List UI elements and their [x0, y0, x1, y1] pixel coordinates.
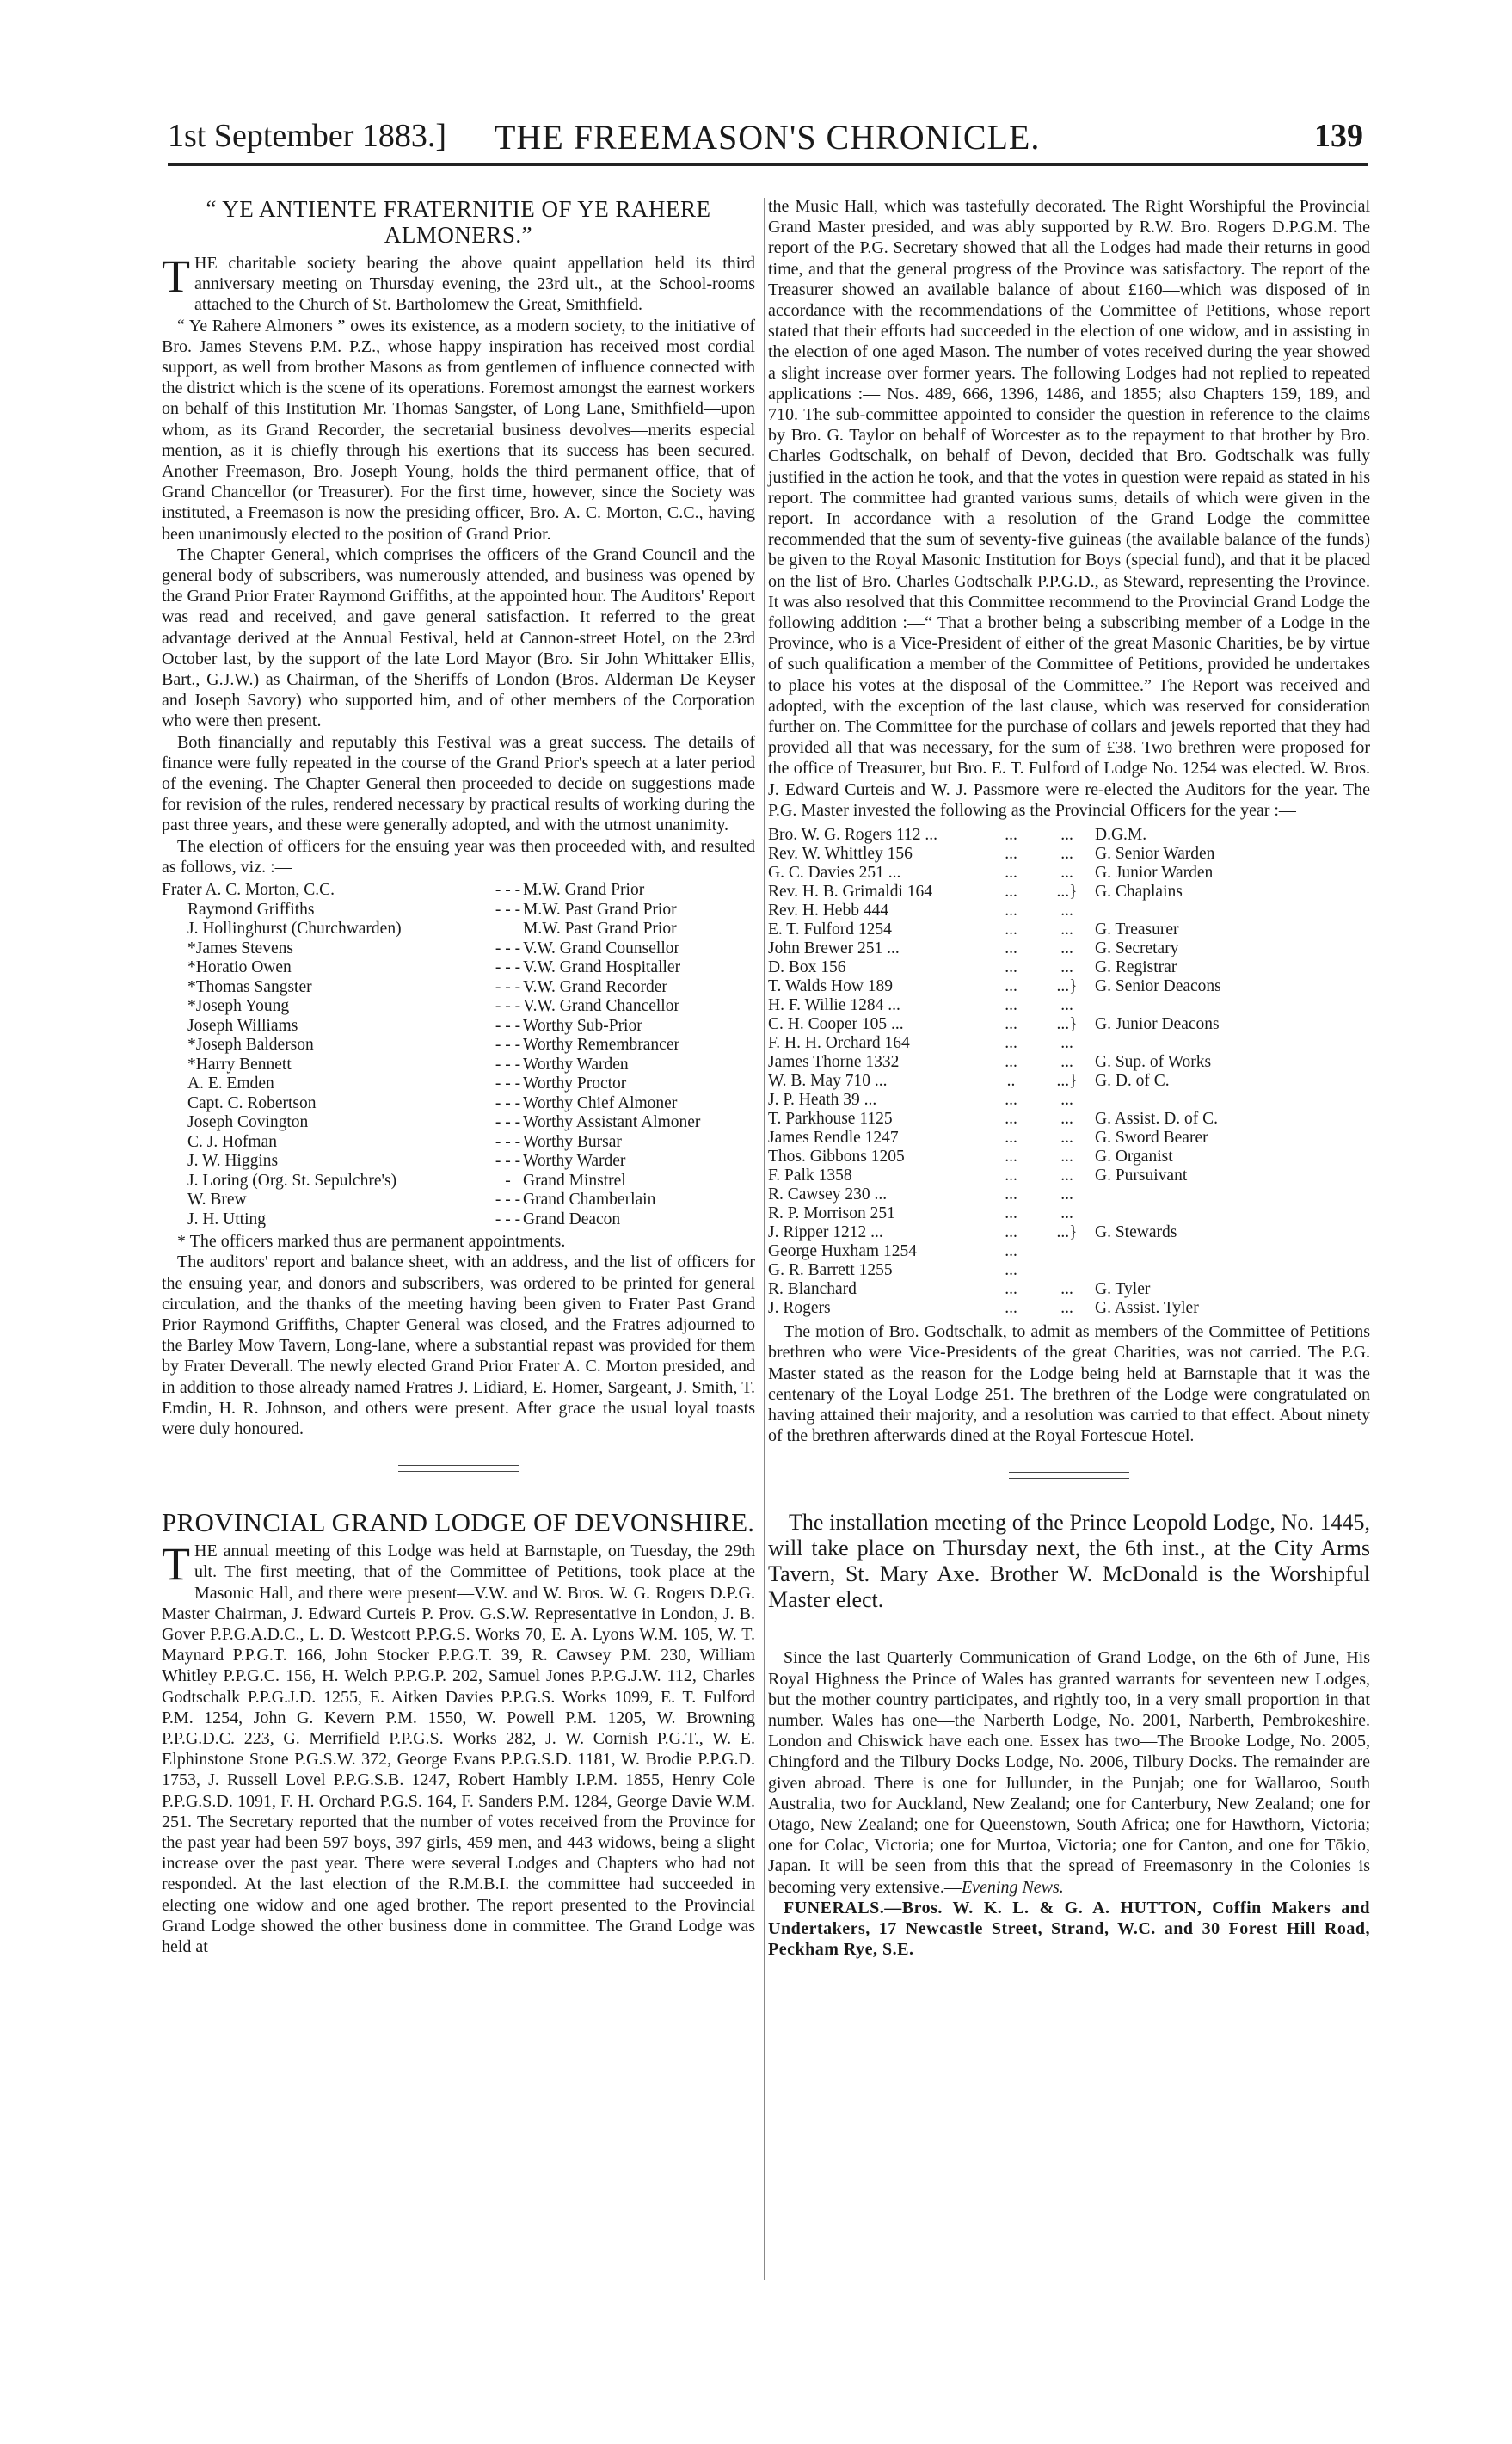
quarterly-communication-paragraph: Since the last Quarterly Communication of Grand Lodge, on the 6th of June, His Royal Highness the Prince of Wales has granted warrants for seventeen new Lodges, but the mother country participates, and rightly too, in a very small proportion in that number. Wales has one—the Narberth Lodge, No. 2001, Narberth, Pembrokeshire. London and Chiswick have each one. Essex has two—The Brooke Lodge, No. 2005, Chingford and the Tilbury Docks Lodge, No. 2006, Tilbury Docks. The remainder are given abroad. There is one for Jullunder, in the Punjab; one for Wallaroo, South Australia, two for Auckland, New Zealand; one for Canterbury, New Zealand; one for Otago, New Zealand; one for Queenstown, South Africa; one for Hawthorn, Victoria; one for Colac, Victoria; one for Murtoa, Victoria; one for Canton, and one for Tōkio, Japan. It will be seen from this that the spread of Freemasonry in the Colonies is becoming very extensive.—Evening News. — [768, 1648, 1370, 1897]
officer-name: T. Walds How 189 — [768, 977, 894, 996]
leader-dots: ... — [1060, 826, 1073, 845]
leader-dots: ... — [1060, 1280, 1073, 1299]
officer-name: F. Palk 1358 — [768, 1167, 852, 1185]
officer-office: Grand Minstrel — [523, 1171, 626, 1190]
leader-dots: ...} — [1056, 977, 1078, 996]
page-number: 139 — [1314, 118, 1363, 154]
officer-name: *Horatio Owen — [187, 958, 292, 977]
source-credit: Evening News. — [961, 1877, 1064, 1897]
officer-office: V.W. Grand Chancellor — [523, 997, 679, 1016]
rahere-officers-table — [162, 881, 755, 1229]
officer-name: *Harry Bennett — [187, 1055, 292, 1074]
officer-name: C. J. Hofman — [187, 1132, 277, 1151]
officer-row — [162, 1056, 755, 1075]
officer-name: W. Brew — [187, 1191, 247, 1210]
leader-dots: ... — [1005, 1167, 1017, 1185]
leader-dots — [493, 920, 523, 939]
officer-name: J. H. Utting — [187, 1210, 267, 1228]
devonshire-paragraph-3: The motion of Bro. Godtschalk, to admit as members of the Committee of Petitions brethren who were Vice-Presidents of the great Charities, was not carried. The P.G. Master stated as the reason for the Lodge being held at Barnstaple that it was the centenary of the Loyal Lodge 251. The brethren of the Lodge were congratulated on having attained their majority, and a resolution was carried to that effect. About ninety of the brethren afterwards dined at the Royal Fortescue Hotel. — [768, 1322, 1370, 1446]
officer-office: M.W. Past Grand Prior — [523, 900, 677, 919]
officer-office: V.W. Grand Hospitaller — [523, 958, 681, 977]
provincial-officer-row — [768, 1167, 1370, 1185]
officer-office: G. D. of C. — [1095, 1072, 1170, 1091]
provincial-officer-row — [768, 1091, 1370, 1110]
leader-dots: ... — [1060, 1148, 1073, 1167]
leader-dots: - - - — [495, 1055, 521, 1074]
officer-office: G. Chaplains — [1095, 883, 1183, 902]
leader-dots: - - - — [495, 939, 521, 957]
officer-name: Frater A. C. Morton, C.C. — [162, 881, 335, 900]
officer-office — [1095, 902, 1370, 920]
provincial-officer-row — [768, 1280, 1370, 1299]
leader-dots: ... — [1060, 996, 1073, 1015]
leader-dots: - - - — [495, 1093, 521, 1112]
officer-row — [162, 1133, 755, 1153]
officer-name: J. Hollinghurst (Churchwarden) — [187, 920, 402, 939]
officer-name: *Joseph Balderson — [187, 1036, 314, 1055]
officer-name: Joseph Williams — [187, 1016, 298, 1035]
officer-office: Worthy Remembrancer — [523, 1036, 679, 1055]
funerals-advertisement: FUNERALS.—Bros. W. K. L. & G. A. HUTTON, Coffin Makers and Undertakers, 17 Newcastle Street, Strand, W.C. and 30 Forest Hill Road, Peckham Rye, S.E. — [768, 1898, 1370, 1960]
officer-office: G. Treasurer — [1095, 920, 1179, 939]
officer-office: G. Registrar — [1095, 958, 1177, 977]
officer-office — [1095, 1242, 1370, 1261]
officer-name: *James Stevens — [187, 939, 293, 957]
officer-name: Bro. W. G. Rogers 112 ... — [768, 826, 937, 845]
leader-dots: ... — [1005, 902, 1017, 920]
leader-dots: ... — [1060, 1185, 1073, 1204]
leader-dots: ... — [1005, 1015, 1017, 1034]
provincial-officer-row — [768, 1223, 1370, 1242]
officer-office: G. Senior Warden — [1095, 845, 1215, 864]
officer-name: James Rendle 1247 — [768, 1129, 899, 1148]
provincial-officer-row — [768, 826, 1370, 845]
officer-name: J. W. Higgins — [187, 1152, 279, 1171]
leader-dots: ... — [1005, 1242, 1017, 1261]
officer-row — [162, 1191, 755, 1210]
officer-row — [162, 1113, 755, 1133]
officer-office — [1095, 1091, 1370, 1110]
officer-name: J. Loring (Org. St. Sepulchre's) — [187, 1171, 397, 1190]
officer-row — [162, 939, 755, 959]
provincial-officer-row — [768, 1299, 1370, 1318]
leader-dots: ... — [1005, 996, 1017, 1015]
leader-dots: .. — [1006, 1072, 1016, 1091]
rahere-paragraph-6: The auditors' report and balance sheet, with an address, and the list of officers for the ensuing year, and donors and subscribers, was ordered to be printed for general circulation, and the thanks of the meeting having been given to Frater Past Grand Prior Raymond Griffiths, Chapter General was closed, and the Fratres adjourned to the Barley Mow Tavern, Long-lane, where a substantial repast was provided for them by Frater Deverall. The newly elected Grand Prior Frater A. C. Morton presided, and in addition to those already named Fratres J. Lidiard, E. Homer, Sargeant, J. Smith, T. Emdin, H. R. Johnson, and others were present. After grace the usual loyal toasts were duly honoured. — [162, 1253, 755, 1438]
rahere-paragraph-1: THE charitable society bearing the above quaint appellation held its third anniversary meeting on Thursday evening, the 23rd ult., at the School-rooms attached to the Church of St. Bartholomew the Great, Smithfield. — [162, 250, 755, 315]
rahere-paragraph-2: “ Ye Rahere Almoners ” owes its existence, as a modern society, to the initiative of Bro. James Stevens P.M. P.Z., whose happy inspiration has received most cordial support, as well from brother Masons as from gentlemen of influence connected with the district which is the scene of its operations. Foremost amongst the earnest workers on behalf of this Institution Mr. Thomas Sangster, of Long Lane, Smithfield—upon whom, as its Grand Recorder, the secretarial business devolves—merits especial mention, as it is chiefly through his exertions that its success has been secured. Another Freemason, Bro. Joseph Young, holds the third permanent office, that of Grand Chancellor (or Treasurer). For the first time, however, since the Society was instituted, a Freemason is now the presiding officer, Bro. A. C. Morton, C.C., having been unanimously elected to the position of Grand Prior. — [162, 316, 755, 544]
officer-office: G. Assist. D. of C. — [1095, 1110, 1219, 1129]
officer-office: Worthy Warder — [523, 1152, 626, 1171]
devonshire-article-title: PROVINCIAL GRAND LODGE OF DEVONSHIRE. — [162, 1507, 755, 1538]
officer-office: G. Assist. Tyler — [1095, 1299, 1199, 1318]
provincial-officer-row — [768, 883, 1370, 902]
officer-name: Rev. H. B. Grimaldi 164 — [768, 883, 933, 902]
section-separator — [1009, 1472, 1129, 1479]
officer-row — [162, 1074, 755, 1094]
leader-dots: - - - — [495, 1152, 521, 1171]
officer-name: Rev. W. Whittley 156 — [768, 845, 913, 864]
officer-name: G. R. Barrett 1255 — [768, 1261, 893, 1280]
leader-dots: - - - — [495, 1016, 521, 1035]
leader-dots: ... — [1060, 1204, 1073, 1223]
prince-leopold-notice — [768, 1510, 1370, 1613]
leader-dots: ... — [1005, 1223, 1017, 1242]
provincial-officer-row — [768, 1034, 1370, 1053]
officer-name: J. Ripper 1212 ... — [768, 1223, 883, 1242]
officer-name: A. E. Emden — [187, 1074, 274, 1093]
provincial-officer-row — [768, 939, 1370, 958]
officer-office: G. Sup. of Works — [1095, 1053, 1212, 1072]
drop-cap: T — [162, 1538, 190, 1591]
officer-office: M.W. Grand Prior — [523, 881, 645, 900]
leader-dots: ... — [1005, 1185, 1017, 1204]
officer-row — [162, 1210, 755, 1230]
leader-dots: ... — [1060, 1053, 1073, 1072]
officer-row — [162, 1172, 755, 1191]
publication-title: THE FREEMASON'S CHRONICLE. — [495, 118, 1041, 157]
officer-name: John Brewer 251 ... — [768, 939, 900, 958]
leader-dots: ...} — [1056, 1223, 1078, 1242]
header-rule — [168, 163, 1368, 166]
officer-office: V.W. Grand Counsellor — [523, 939, 679, 957]
officer-office — [1095, 1185, 1370, 1204]
leader-dots: ... — [1005, 1129, 1017, 1148]
leader-dots: ... — [1005, 826, 1017, 845]
leader-dots: ... — [1060, 902, 1073, 920]
officer-office: M.W. Past Grand Prior — [523, 920, 677, 939]
officer-office — [1095, 1204, 1370, 1223]
leader-dots: ... — [1060, 864, 1073, 883]
provincial-officer-row — [768, 996, 1370, 1015]
rahere-paragraph-3: The Chapter General, which comprises the officers of the Grand Council and the general body of subscribers, was numerously attended, and business was opened by the Grand Prior Frater Raymond Griffiths, at the appointed hour. The Auditors' Report was read and received, and gave general satisfaction. It referred to the great advantage derived at the Annual Festival, held at Cannon-street Hotel, on the 23rd October last, by the support of the late Lord Mayor (Bro. Sir John Whittaker Ellis, Bart., G.J.W.) as Chairman, of the Sheriffs of London (Bros. Alderman De Keyser and Joseph Savory) who supported him, and of other members of the Corporation who were then present. — [162, 545, 755, 731]
rahere-paragraph-5: The election of officers for the ensuing year was then proceeded with, and resulted as follows, viz. :— — [162, 836, 755, 877]
rahere-paragraph-4: Both financially and reputably this Festival was a great success. The details of finance were fully repeated in the course of the Grand Prior's speech at a later period of the evening. The Chapter General then proceeded to decide on suggestions made for revision of the rules, rendered necessary by practical results of working during the past three years, and these were generally adopted, and with the utmost unanimity. — [162, 732, 755, 835]
leader-dots: ... — [1060, 845, 1073, 864]
leader-dots: ... — [1005, 1261, 1017, 1280]
officer-name: T. Parkhouse 1125 — [768, 1110, 893, 1129]
officer-name: George Huxham 1254 — [768, 1242, 917, 1261]
prince-leopold-text: The installation meeting of the Prince Leopold Lodge, No. 1445, will take place on Thursday next, the 6th inst., at the City Arms Tavern, St. Mary Axe. Brother W. McDonald is the Worshipful Master elect. — [768, 1510, 1370, 1613]
rahere-article-title: “ YE ANTIENTE FRATERNITIE OF YE RAHERE ALMONERS.” — [206, 196, 711, 248]
provincial-officer-row — [768, 864, 1370, 883]
leader-dots: - - - — [495, 1210, 521, 1228]
officer-office: G. Secretary — [1095, 939, 1179, 958]
leader-dots: ... — [1005, 1053, 1017, 1072]
officer-office: G. Junior Warden — [1095, 864, 1214, 883]
officer-row — [162, 920, 755, 939]
officer-name: C. H. Cooper 105 ... — [768, 1015, 904, 1034]
column-divider — [764, 198, 765, 2280]
leader-dots: ... — [1060, 1129, 1073, 1148]
leader-dots: ... — [1060, 920, 1073, 939]
officer-row — [162, 997, 755, 1017]
officer-row — [162, 978, 755, 998]
officer-office: Grand Deacon — [523, 1210, 621, 1228]
officer-office: V.W. Grand Recorder — [523, 977, 667, 996]
leader-dots: - - - — [495, 958, 521, 977]
officer-office: Worthy Sub-Prior — [523, 1016, 642, 1035]
leader-dots: ... — [1060, 1091, 1073, 1110]
leader-dots: - - - — [495, 1132, 521, 1151]
officer-office: Grand Chamberlain — [523, 1191, 656, 1210]
officer-name: J. P. Heath 39 ... — [768, 1091, 877, 1110]
leader-dots: ... — [1005, 864, 1017, 883]
page-header — [168, 117, 1363, 160]
officer-name: R. P. Morrison 251 — [768, 1204, 895, 1223]
provincial-officer-row — [768, 1129, 1370, 1148]
provincial-officer-row — [768, 1110, 1370, 1129]
leader-dots: - - - — [495, 1036, 521, 1055]
leader-dots: ... — [1005, 1110, 1017, 1129]
provincial-officer-row — [768, 920, 1370, 939]
officer-office: Worthy Assistant Almoner — [523, 1113, 701, 1132]
officer-name: D. Box 156 — [768, 958, 846, 977]
officer-name: E. T. Fulford 1254 — [768, 920, 892, 939]
leader-dots: ... — [1005, 1148, 1017, 1167]
officer-name: J. Rogers — [768, 1299, 831, 1318]
devonshire-paragraph-1: THE annual meeting of this Lodge was held at Barnstaple, on Tuesday, the 29th ult. The first meeting, that of the Committee of Petitions, took place at the Masonic Hall, and there were present—V.W. and W. Bros. W. G. Rogers D.P.G. Master Chairman, J. Edward Curteis P. Prov. G.S.W. Representative in London, J. B. Gover P.P.G.A.D.C., L. D. Westcott P.P.G.S. Works 70, E. A. Lyons W.M. 105, W. T. Maynard P.P.G.T. 166, John Stocker P.P.G.T. 39, R. Cawsey P.M. 230, William Whitley P.P.G.C. 156, H. Welch P.P.G.P. 202, Samuel Jones P.P.G.J.W. 112, Charles Godtschalk P.P.G.J.D. 1255, E. Aitken Davies P.P.G.S. Works 1099, E. T. Fulford P.M. 1254, John G. Kevern P.M. 1550, W. Powell P.M. 1205, W. Browning P.P.G.D.C. 223, G. Merrifield P.P.G.S. Works 282, J. W. Cornish P.G.T., W. E. Elphinstone Stone P.G.S.W. 372, George Evans P.P.G.S.D. 1181, W. Brodie P.P.G.D. 1753, J. Russell Lovel P.P.G.S.B. 1247, Robert Hambly I.P.M. 1855, Henry Cole P.P.G.S.D. 1091, F. H. Orchard P.G.S. 164, F. Sanders P.M. 1284, George Davie W.M. 251. The Secretary reported that the number of votes received from the Province for the past year had been 597 boys, 397 girls, 459 men, and 443 widows, being a slight increase over the past year. There were several Lodges and Chapters who had not responded. At the last election of the R.M.B.I. the committee had succeeded in electing one widow and one aged brother. The report presented to the Provincial Grand Lodge showed the other business done in committee. The Grand Lodge was held at — [162, 1538, 755, 1956]
officer-row — [162, 901, 755, 920]
leader-dots: - - - — [495, 881, 521, 900]
leader-dots: ...} — [1056, 1072, 1078, 1091]
officer-office: G. Sword Bearer — [1095, 1129, 1208, 1148]
leader-dots: ... — [1005, 883, 1017, 902]
leader-dots: ... — [1005, 1280, 1017, 1299]
officer-row — [162, 1036, 755, 1056]
leader-dots: ... — [1060, 1034, 1073, 1053]
devonshire-paragraph-2: the Music Hall, which was tastefully decorated. The Right Worshipful the Provincial Grand Master presided, and was ably supported by R.W. Bro. Rogers D.P.G.M. The report of the P.G. Secretary showed that all the Lodges had made their returns in good time, and that the general progress of the Province was satisfactory. The report of the Treasurer showed an available balance of about £160—which was disposed of in accordance with the recommendations of the Committee of Petitions, whose report stated that their efforts had succeeded in the election of one widow, and in assisting in the election of one aged Mason. The number of votes received during the year showed a slight increase over former years. The following Lodges had not replied to repeated applications :— Nos. 489, 666, 1396, 1486, and 1855; also Chapters 159, 189, and 710. The sub-committee appointed to consider the question in reference to the claims by Bro. G. Taylor on behalf of Worcester as to the repayment to that brother by Bro. Charles Godtschalk, on behalf of Devon, decided that Bro. Godtschalk was fully justified in the action he took, and that the votes in question were repaid as stated in his report. The committee had granted various sums, details of which were given in the report. In accordance with a resolution of the Grand Lodge the committee recommended that the sum of seventy-five guineas (the available balance of the funds) be given to the Royal Masonic Institution for Boys (special fund), and that it be placed on the list of Bro. Charles Godtschalk P.P.G.D., as Steward, representing the Province. It was also resolved that this Committee recommend to the Provincial Grand Lodge the following addition :—“ That a brother being a subscribing member of a Lodge in the Province, who is a Vice-President of either of the great Masonic Charities, be by virtue of such qualification a member of the Committee of Petitions, provided he undertakes to place his votes at the disposal of the Committee.” The Report was received and adopted, with the exception of the last clause, which was reserved for consideration further on. The Committee for the purchase of collars and jewels reported that they had provided all that was necessary, for the sum of £38. Two brethren were proposed for the office of Treasurer, but Bro. E. T. Fulford of Lodge No. 1254 was elected. W. Bros. J. Edward Curteis and W. J. Passmore were re-elected the Auditors for the year. The P.G. Master invested the following as the Provincial Officers for the year :— — [768, 197, 1370, 820]
provincial-officer-row — [768, 1204, 1370, 1223]
officer-name: James Thorne 1332 — [768, 1053, 900, 1072]
officer-name: F. H. H. Orchard 164 — [768, 1034, 910, 1053]
leader-dots — [1039, 1261, 1095, 1280]
officer-office: Worthy Bursar — [523, 1132, 622, 1151]
officer-office: Worthy Chief Almoner — [523, 1093, 678, 1112]
right-column — [768, 196, 1370, 1960]
officer-name: Thos. Gibbons 1205 — [768, 1148, 905, 1167]
leader-dots: ... — [1005, 845, 1017, 864]
leader-dots: ... — [1005, 1091, 1017, 1110]
officer-row — [162, 958, 755, 978]
officer-name: W. B. May 710 ... — [768, 1072, 888, 1091]
officer-name: Rev. H. Hebb 444 — [768, 902, 889, 920]
leader-dots: ... — [1060, 939, 1073, 958]
officer-office: G. Organist — [1095, 1148, 1173, 1167]
provincial-officer-row — [768, 1148, 1370, 1167]
leader-dots: - — [505, 1171, 511, 1190]
officer-name: R. Blanchard — [768, 1280, 857, 1299]
officer-name: Capt. C. Robertson — [187, 1093, 317, 1112]
officer-row — [162, 1152, 755, 1172]
provincial-officer-row — [768, 1261, 1370, 1280]
leader-dots: ... — [1060, 1299, 1073, 1318]
officer-office: D.G.M. — [1095, 826, 1147, 845]
officer-name: Raymond Griffiths — [187, 900, 315, 919]
provincial-officer-row — [768, 902, 1370, 920]
leader-dots: ... — [1005, 920, 1017, 939]
leader-dots: ...} — [1056, 1015, 1078, 1034]
officer-office: G. Senior Deacons — [1095, 977, 1221, 996]
officer-office: G. Stewards — [1095, 1223, 1177, 1242]
provincial-officer-row — [768, 958, 1370, 977]
section-separator — [398, 1465, 519, 1472]
officer-row — [162, 1094, 755, 1114]
leader-dots: ...} — [1056, 883, 1078, 902]
officer-office: Worthy Warden — [523, 1055, 629, 1074]
provincial-officer-row — [768, 1053, 1370, 1072]
officer-office: G. Junior Deacons — [1095, 1015, 1220, 1034]
leader-dots: - - - — [495, 900, 521, 919]
officer-office — [1095, 1034, 1370, 1053]
leader-dots: ... — [1005, 939, 1017, 958]
officer-name: H. F. Willie 1284 ... — [768, 996, 900, 1015]
officer-name: *Joseph Young — [187, 997, 290, 1016]
leader-dots: ... — [1005, 958, 1017, 977]
leader-dots: - - - — [495, 1113, 521, 1132]
leader-dots: ... — [1060, 1110, 1073, 1129]
leader-dots: ... — [1005, 1204, 1017, 1223]
provincial-officer-row — [768, 977, 1370, 996]
provincial-officer-row — [768, 1242, 1370, 1261]
officer-office: Worthy Proctor — [523, 1074, 627, 1093]
leader-dots: ... — [1005, 1034, 1017, 1053]
issue-date: 1st September 1883.] — [168, 118, 447, 154]
officer-row — [162, 881, 755, 901]
officer-name: Joseph Covington — [187, 1113, 309, 1132]
leader-dots: - - - — [495, 1074, 521, 1093]
officer-office — [1095, 996, 1370, 1015]
leader-dots: ... — [1060, 1167, 1073, 1185]
leader-dots: ... — [1005, 977, 1017, 996]
officer-row — [162, 1017, 755, 1037]
leader-dots: - - - — [495, 977, 521, 996]
officer-name: *Thomas Sangster — [187, 977, 312, 996]
provincial-officer-row — [768, 1072, 1370, 1091]
leader-dots: - - - — [495, 997, 521, 1016]
officer-office — [1095, 1261, 1370, 1280]
provincial-officer-row — [768, 845, 1370, 864]
left-column — [162, 196, 755, 1957]
officer-name: G. C. Davies 251 ... — [768, 864, 901, 883]
provincial-officers-table — [768, 826, 1370, 1318]
leader-dots — [1039, 1242, 1095, 1261]
officer-office: G. Tyler — [1095, 1280, 1151, 1299]
leader-dots: ... — [1060, 958, 1073, 977]
provincial-officer-row — [768, 1185, 1370, 1204]
leader-dots: - - - — [495, 1191, 521, 1210]
officer-office: G. Pursuivant — [1095, 1167, 1188, 1185]
drop-cap: T — [162, 250, 190, 302]
provincial-officer-row — [768, 1015, 1370, 1034]
funerals-label: FUNERALS. — [784, 1898, 885, 1918]
officer-name: R. Cawsey 230 ... — [768, 1185, 888, 1204]
leader-dots: ... — [1005, 1299, 1017, 1318]
officers-footnote: * The officers marked thus are permanent appointments. — [177, 1232, 566, 1252]
